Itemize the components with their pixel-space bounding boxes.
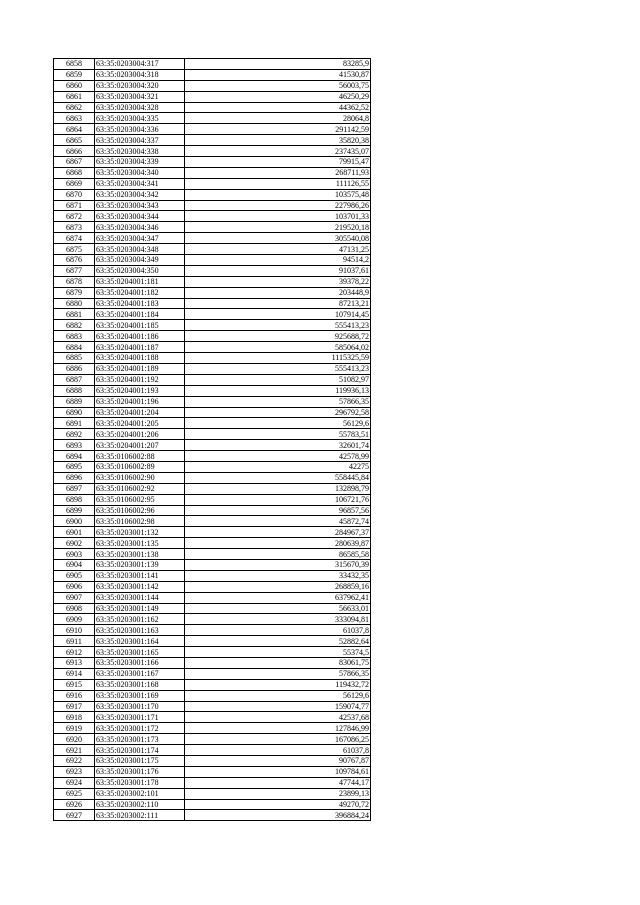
value-cell: 55783,51 xyxy=(185,429,371,440)
value-cell: 94514,2 xyxy=(185,255,371,266)
table-row xyxy=(54,287,371,298)
row-number-cell: 6878 xyxy=(54,276,95,287)
cadastral-number-cell: 63:35:0203001:171 xyxy=(95,712,185,723)
value-cell: 333094,81 xyxy=(185,614,371,625)
cadastral-number-cell: 63:35:0204001:181 xyxy=(95,276,185,287)
table-row xyxy=(54,407,371,418)
value-cell: 90767,87 xyxy=(185,756,371,767)
cadastral-number-cell: 63:35:0203004:340 xyxy=(95,167,185,178)
value-cell: 91037,61 xyxy=(185,265,371,276)
table-row xyxy=(54,603,371,614)
value-cell: 79915,47 xyxy=(185,157,371,168)
row-number-cell: 6892 xyxy=(54,429,95,440)
row-number-cell: 6894 xyxy=(54,451,95,462)
row-number-cell: 6890 xyxy=(54,407,95,418)
table-row xyxy=(54,592,371,603)
cadastral-number-cell: 63:35:0204001:182 xyxy=(95,287,185,298)
cadastral-number-cell: 63:35:0203001:149 xyxy=(95,603,185,614)
value-cell: 39378,22 xyxy=(185,276,371,287)
row-number-cell: 6867 xyxy=(54,157,95,168)
row-number-cell: 6915 xyxy=(54,679,95,690)
value-cell: 167086,25 xyxy=(185,734,371,745)
value-cell: 87213,21 xyxy=(185,298,371,309)
cadastral-number-cell: 63:35:0203004:342 xyxy=(95,189,185,200)
table-row xyxy=(54,723,371,734)
value-cell: 119432,72 xyxy=(185,679,371,690)
row-number-cell: 6860 xyxy=(54,80,95,91)
value-cell: 284967,37 xyxy=(185,527,371,538)
cadastral-number-cell: 63:35:0204001:189 xyxy=(95,363,185,374)
row-number-cell: 6927 xyxy=(54,810,95,821)
value-cell: 51082,97 xyxy=(185,374,371,385)
table-row xyxy=(54,810,371,821)
cadastral-number-cell: 63:35:0204001:186 xyxy=(95,331,185,342)
cadastral-number-cell: 63:35:0203004:317 xyxy=(95,59,185,70)
table-row xyxy=(54,657,371,668)
table-row xyxy=(54,222,371,233)
table-row xyxy=(54,756,371,767)
cadastral-number-cell: 63:35:0203001:175 xyxy=(95,756,185,767)
row-number-cell: 6903 xyxy=(54,549,95,560)
table-row xyxy=(54,374,371,385)
value-cell: 32601,74 xyxy=(185,440,371,451)
table-row xyxy=(54,625,371,636)
row-number-cell: 6925 xyxy=(54,788,95,799)
row-number-cell: 6918 xyxy=(54,712,95,723)
value-cell: 56129,6 xyxy=(185,690,371,701)
row-number-cell: 6866 xyxy=(54,146,95,157)
table-row xyxy=(54,636,371,647)
cadastral-number-cell: 63:35:0203004:320 xyxy=(95,80,185,91)
cadastral-number-cell: 63:35:0203004:341 xyxy=(95,178,185,189)
row-number-cell: 6902 xyxy=(54,538,95,549)
row-number-cell: 6882 xyxy=(54,320,95,331)
table-row xyxy=(54,451,371,462)
cadastral-number-cell: 63:35:0203001:138 xyxy=(95,549,185,560)
cadastral-number-cell: 63:35:0203001:173 xyxy=(95,734,185,745)
cadastral-number-cell: 63:35:0204001:196 xyxy=(95,396,185,407)
cadastral-number-cell: 63:35:0204001:204 xyxy=(95,407,185,418)
value-cell: 227986,26 xyxy=(185,200,371,211)
table-row xyxy=(54,353,371,364)
table-row xyxy=(54,189,371,200)
table-row xyxy=(54,472,371,483)
row-number-cell: 6881 xyxy=(54,309,95,320)
value-cell: 56129,6 xyxy=(185,418,371,429)
value-cell: 555413,23 xyxy=(185,363,371,374)
value-cell: 42537,68 xyxy=(185,712,371,723)
cadastral-number-cell: 63:35:0203004:318 xyxy=(95,69,185,80)
row-number-cell: 6924 xyxy=(54,777,95,788)
value-cell: 268859,16 xyxy=(185,581,371,592)
value-cell: 925688,72 xyxy=(185,331,371,342)
cadastral-number-cell: 63:35:0203001:168 xyxy=(95,679,185,690)
row-number-cell: 6897 xyxy=(54,483,95,494)
value-cell: 109784,61 xyxy=(185,766,371,777)
cadastral-number-cell: 63:35:0203004:338 xyxy=(95,146,185,157)
cadastral-number-cell: 63:35:0106002:90 xyxy=(95,472,185,483)
table-row xyxy=(54,396,371,407)
table-row xyxy=(54,320,371,331)
row-number-cell: 6884 xyxy=(54,342,95,353)
row-number-cell: 6865 xyxy=(54,135,95,146)
cadastral-number-cell: 63:35:0203001:172 xyxy=(95,723,185,734)
row-number-cell: 6909 xyxy=(54,614,95,625)
cadastral-number-cell: 63:35:0204001:193 xyxy=(95,385,185,396)
cadastral-number-cell: 63:35:0204001:207 xyxy=(95,440,185,451)
cadastral-number-cell: 63:35:0203001:164 xyxy=(95,636,185,647)
cadastral-number-cell: 63:35:0203004:343 xyxy=(95,200,185,211)
cadastral-number-cell: 63:35:0204001:183 xyxy=(95,298,185,309)
table-row xyxy=(54,527,371,538)
row-number-cell: 6920 xyxy=(54,734,95,745)
table-row xyxy=(54,690,371,701)
table-row xyxy=(54,679,371,690)
cadastral-number-cell: 63:35:0203001:178 xyxy=(95,777,185,788)
table-row xyxy=(54,701,371,712)
row-number-cell: 6908 xyxy=(54,603,95,614)
cadastral-number-cell: 63:35:0203004:328 xyxy=(95,102,185,113)
document-page xyxy=(53,58,371,821)
row-number-cell: 6877 xyxy=(54,265,95,276)
table-row xyxy=(54,549,371,560)
cadastral-number-cell: 63:35:0203004:339 xyxy=(95,157,185,168)
cadastral-number-cell: 63:35:0106002:92 xyxy=(95,483,185,494)
table-row xyxy=(54,244,371,255)
cadastral-number-cell: 63:35:0203004:350 xyxy=(95,265,185,276)
cadastral-number-cell: 63:35:0203004:337 xyxy=(95,135,185,146)
table-row xyxy=(54,385,371,396)
row-number-cell: 6896 xyxy=(54,472,95,483)
table-row xyxy=(54,429,371,440)
table-row xyxy=(54,135,371,146)
table-row xyxy=(54,124,371,135)
row-number-cell: 6898 xyxy=(54,494,95,505)
row-number-cell: 6861 xyxy=(54,91,95,102)
row-number-cell: 6914 xyxy=(54,668,95,679)
table-row xyxy=(54,494,371,505)
cadastral-number-cell: 63:35:0203001:176 xyxy=(95,766,185,777)
row-number-cell: 6916 xyxy=(54,690,95,701)
table-row xyxy=(54,146,371,157)
cadastral-number-cell: 63:35:0203001:170 xyxy=(95,701,185,712)
value-cell: 86585,58 xyxy=(185,549,371,560)
table-row xyxy=(54,745,371,756)
value-cell: 291142,59 xyxy=(185,124,371,135)
table-row xyxy=(54,102,371,113)
cadastral-number-cell: 63:35:0204001:188 xyxy=(95,353,185,364)
row-number-cell: 6889 xyxy=(54,396,95,407)
row-number-cell: 6910 xyxy=(54,625,95,636)
cadastral-number-cell: 63:35:0204001:184 xyxy=(95,309,185,320)
table-row xyxy=(54,298,371,309)
row-number-cell: 6868 xyxy=(54,167,95,178)
value-cell: 45872,74 xyxy=(185,516,371,527)
cadastral-number-cell: 63:35:0203004:348 xyxy=(95,244,185,255)
row-number-cell: 6906 xyxy=(54,581,95,592)
value-cell: 159074,77 xyxy=(185,701,371,712)
value-cell: 132898,79 xyxy=(185,483,371,494)
row-number-cell: 6919 xyxy=(54,723,95,734)
value-cell: 44362,52 xyxy=(185,102,371,113)
table-row xyxy=(54,570,371,581)
table-row xyxy=(54,461,371,472)
table-row xyxy=(54,363,371,374)
row-number-cell: 6887 xyxy=(54,374,95,385)
table-row xyxy=(54,712,371,723)
value-cell: 42578,99 xyxy=(185,451,371,462)
value-cell: 49270,72 xyxy=(185,799,371,810)
table-row xyxy=(54,211,371,222)
row-number-cell: 6904 xyxy=(54,559,95,570)
row-number-cell: 6913 xyxy=(54,657,95,668)
value-cell: 106721,76 xyxy=(185,494,371,505)
row-number-cell: 6926 xyxy=(54,799,95,810)
value-cell: 305540,08 xyxy=(185,233,371,244)
value-cell: 111126,55 xyxy=(185,178,371,189)
cadastral-number-cell: 63:35:0106002:96 xyxy=(95,505,185,516)
row-number-cell: 6922 xyxy=(54,756,95,767)
value-cell: 219520,18 xyxy=(185,222,371,233)
cadastral-number-cell: 63:35:0203001:174 xyxy=(95,745,185,756)
table-row xyxy=(54,668,371,679)
cadastral-number-cell: 63:35:0203001:141 xyxy=(95,570,185,581)
row-number-cell: 6858 xyxy=(54,59,95,70)
row-number-cell: 6899 xyxy=(54,505,95,516)
table-body xyxy=(54,59,371,821)
value-cell: 83061,75 xyxy=(185,657,371,668)
cadastral-number-cell: 63:35:0203001:144 xyxy=(95,592,185,603)
table-row xyxy=(54,265,371,276)
value-cell: 107914,45 xyxy=(185,309,371,320)
cadastral-number-cell: 63:35:0204001:185 xyxy=(95,320,185,331)
table-row xyxy=(54,80,371,91)
parcel-table xyxy=(53,58,371,821)
row-number-cell: 6901 xyxy=(54,527,95,538)
table-row xyxy=(54,178,371,189)
table-row xyxy=(54,799,371,810)
value-cell: 103575,48 xyxy=(185,189,371,200)
table-row xyxy=(54,777,371,788)
value-cell: 61037,8 xyxy=(185,745,371,756)
value-cell: 1115325,59 xyxy=(185,353,371,364)
value-cell: 315670,39 xyxy=(185,559,371,570)
row-number-cell: 6911 xyxy=(54,636,95,647)
value-cell: 237435,07 xyxy=(185,146,371,157)
value-cell: 396884,24 xyxy=(185,810,371,821)
table-row xyxy=(54,788,371,799)
cadastral-number-cell: 63:35:0203004:335 xyxy=(95,113,185,124)
value-cell: 41530,87 xyxy=(185,69,371,80)
value-cell: 96857,56 xyxy=(185,505,371,516)
value-cell: 35820,38 xyxy=(185,135,371,146)
row-number-cell: 6907 xyxy=(54,592,95,603)
table-row xyxy=(54,581,371,592)
value-cell: 585064,02 xyxy=(185,342,371,353)
table-row xyxy=(54,233,371,244)
row-number-cell: 6912 xyxy=(54,647,95,658)
row-number-cell: 6893 xyxy=(54,440,95,451)
value-cell: 23899,13 xyxy=(185,788,371,799)
cadastral-number-cell: 63:35:0203004:349 xyxy=(95,255,185,266)
value-cell: 280639,87 xyxy=(185,538,371,549)
row-number-cell: 6876 xyxy=(54,255,95,266)
table-row xyxy=(54,483,371,494)
row-number-cell: 6921 xyxy=(54,745,95,756)
table-row xyxy=(54,559,371,570)
cadastral-number-cell: 63:35:0203001:135 xyxy=(95,538,185,549)
value-cell: 119936,13 xyxy=(185,385,371,396)
cadastral-number-cell: 63:35:0203002:101 xyxy=(95,788,185,799)
table-row xyxy=(54,200,371,211)
cadastral-number-cell: 63:35:0203004:321 xyxy=(95,91,185,102)
cadastral-number-cell: 63:35:0203001:165 xyxy=(95,647,185,658)
value-cell: 127846,99 xyxy=(185,723,371,734)
cadastral-number-cell: 63:35:0203001:166 xyxy=(95,657,185,668)
value-cell: 83285,9 xyxy=(185,59,371,70)
value-cell: 61037,8 xyxy=(185,625,371,636)
value-cell: 33432,35 xyxy=(185,570,371,581)
cadastral-number-cell: 63:35:0203001:169 xyxy=(95,690,185,701)
table-row xyxy=(54,342,371,353)
value-cell: 558445,84 xyxy=(185,472,371,483)
table-row xyxy=(54,157,371,168)
cadastral-number-cell: 63:35:0204001:192 xyxy=(95,374,185,385)
cadastral-number-cell: 63:35:0203001:163 xyxy=(95,625,185,636)
cadastral-number-cell: 63:35:0203004:336 xyxy=(95,124,185,135)
value-cell: 637962,41 xyxy=(185,592,371,603)
table-row xyxy=(54,418,371,429)
table-row xyxy=(54,505,371,516)
table-row xyxy=(54,614,371,625)
table-row xyxy=(54,59,371,70)
cadastral-number-cell: 63:35:0203001:162 xyxy=(95,614,185,625)
table-row xyxy=(54,647,371,658)
row-number-cell: 6880 xyxy=(54,298,95,309)
cadastral-number-cell: 63:35:0203001:139 xyxy=(95,559,185,570)
value-cell: 47131,25 xyxy=(185,244,371,255)
row-number-cell: 6883 xyxy=(54,331,95,342)
value-cell: 203448,9 xyxy=(185,287,371,298)
row-number-cell: 6872 xyxy=(54,211,95,222)
value-cell: 46250,29 xyxy=(185,91,371,102)
table-row xyxy=(54,309,371,320)
cadastral-number-cell: 63:35:0203004:347 xyxy=(95,233,185,244)
cadastral-number-cell: 63:35:0203001:132 xyxy=(95,527,185,538)
value-cell: 47744,17 xyxy=(185,777,371,788)
cadastral-number-cell: 63:35:0204001:206 xyxy=(95,429,185,440)
table-row xyxy=(54,113,371,124)
row-number-cell: 6862 xyxy=(54,102,95,113)
row-number-cell: 6864 xyxy=(54,124,95,135)
row-number-cell: 6863 xyxy=(54,113,95,124)
value-cell: 57866,35 xyxy=(185,396,371,407)
row-number-cell: 6879 xyxy=(54,287,95,298)
table-row xyxy=(54,734,371,745)
table-row xyxy=(54,276,371,287)
row-number-cell: 6873 xyxy=(54,222,95,233)
table-row xyxy=(54,255,371,266)
row-number-cell: 6871 xyxy=(54,200,95,211)
table-row xyxy=(54,516,371,527)
value-cell: 296792,58 xyxy=(185,407,371,418)
cadastral-number-cell: 63:35:0203002:110 xyxy=(95,799,185,810)
table-row xyxy=(54,331,371,342)
cadastral-number-cell: 63:35:0204001:187 xyxy=(95,342,185,353)
row-number-cell: 6923 xyxy=(54,766,95,777)
value-cell: 268711,93 xyxy=(185,167,371,178)
row-number-cell: 6859 xyxy=(54,69,95,80)
value-cell: 56633,01 xyxy=(185,603,371,614)
table-row xyxy=(54,766,371,777)
row-number-cell: 6874 xyxy=(54,233,95,244)
cadastral-number-cell: 63:35:0203004:346 xyxy=(95,222,185,233)
cadastral-number-cell: 63:35:0203001:142 xyxy=(95,581,185,592)
cadastral-number-cell: 63:35:0106002:98 xyxy=(95,516,185,527)
row-number-cell: 6900 xyxy=(54,516,95,527)
cadastral-number-cell: 63:35:0203001:167 xyxy=(95,668,185,679)
cadastral-number-cell: 63:35:0203004:344 xyxy=(95,211,185,222)
value-cell: 28064,8 xyxy=(185,113,371,124)
value-cell: 42275 xyxy=(185,461,371,472)
value-cell: 55374,5 xyxy=(185,647,371,658)
value-cell: 57866,35 xyxy=(185,668,371,679)
value-cell: 56003,75 xyxy=(185,80,371,91)
row-number-cell: 6869 xyxy=(54,178,95,189)
row-number-cell: 6875 xyxy=(54,244,95,255)
table-row xyxy=(54,538,371,549)
table-row xyxy=(54,69,371,80)
row-number-cell: 6870 xyxy=(54,189,95,200)
row-number-cell: 6917 xyxy=(54,701,95,712)
value-cell: 52882,64 xyxy=(185,636,371,647)
row-number-cell: 6888 xyxy=(54,385,95,396)
row-number-cell: 6895 xyxy=(54,461,95,472)
value-cell: 555413,23 xyxy=(185,320,371,331)
table-row xyxy=(54,91,371,102)
table-row xyxy=(54,440,371,451)
row-number-cell: 6886 xyxy=(54,363,95,374)
cadastral-number-cell: 63:35:0204001:205 xyxy=(95,418,185,429)
cadastral-number-cell: 63:35:0203002:111 xyxy=(95,810,185,821)
cadastral-number-cell: 63:35:0106002:89 xyxy=(95,461,185,472)
row-number-cell: 6905 xyxy=(54,570,95,581)
cadastral-number-cell: 63:35:0106002:88 xyxy=(95,451,185,462)
row-number-cell: 6885 xyxy=(54,353,95,364)
cadastral-number-cell: 63:35:0106002:95 xyxy=(95,494,185,505)
table-row xyxy=(54,167,371,178)
row-number-cell: 6891 xyxy=(54,418,95,429)
value-cell: 103701,33 xyxy=(185,211,371,222)
